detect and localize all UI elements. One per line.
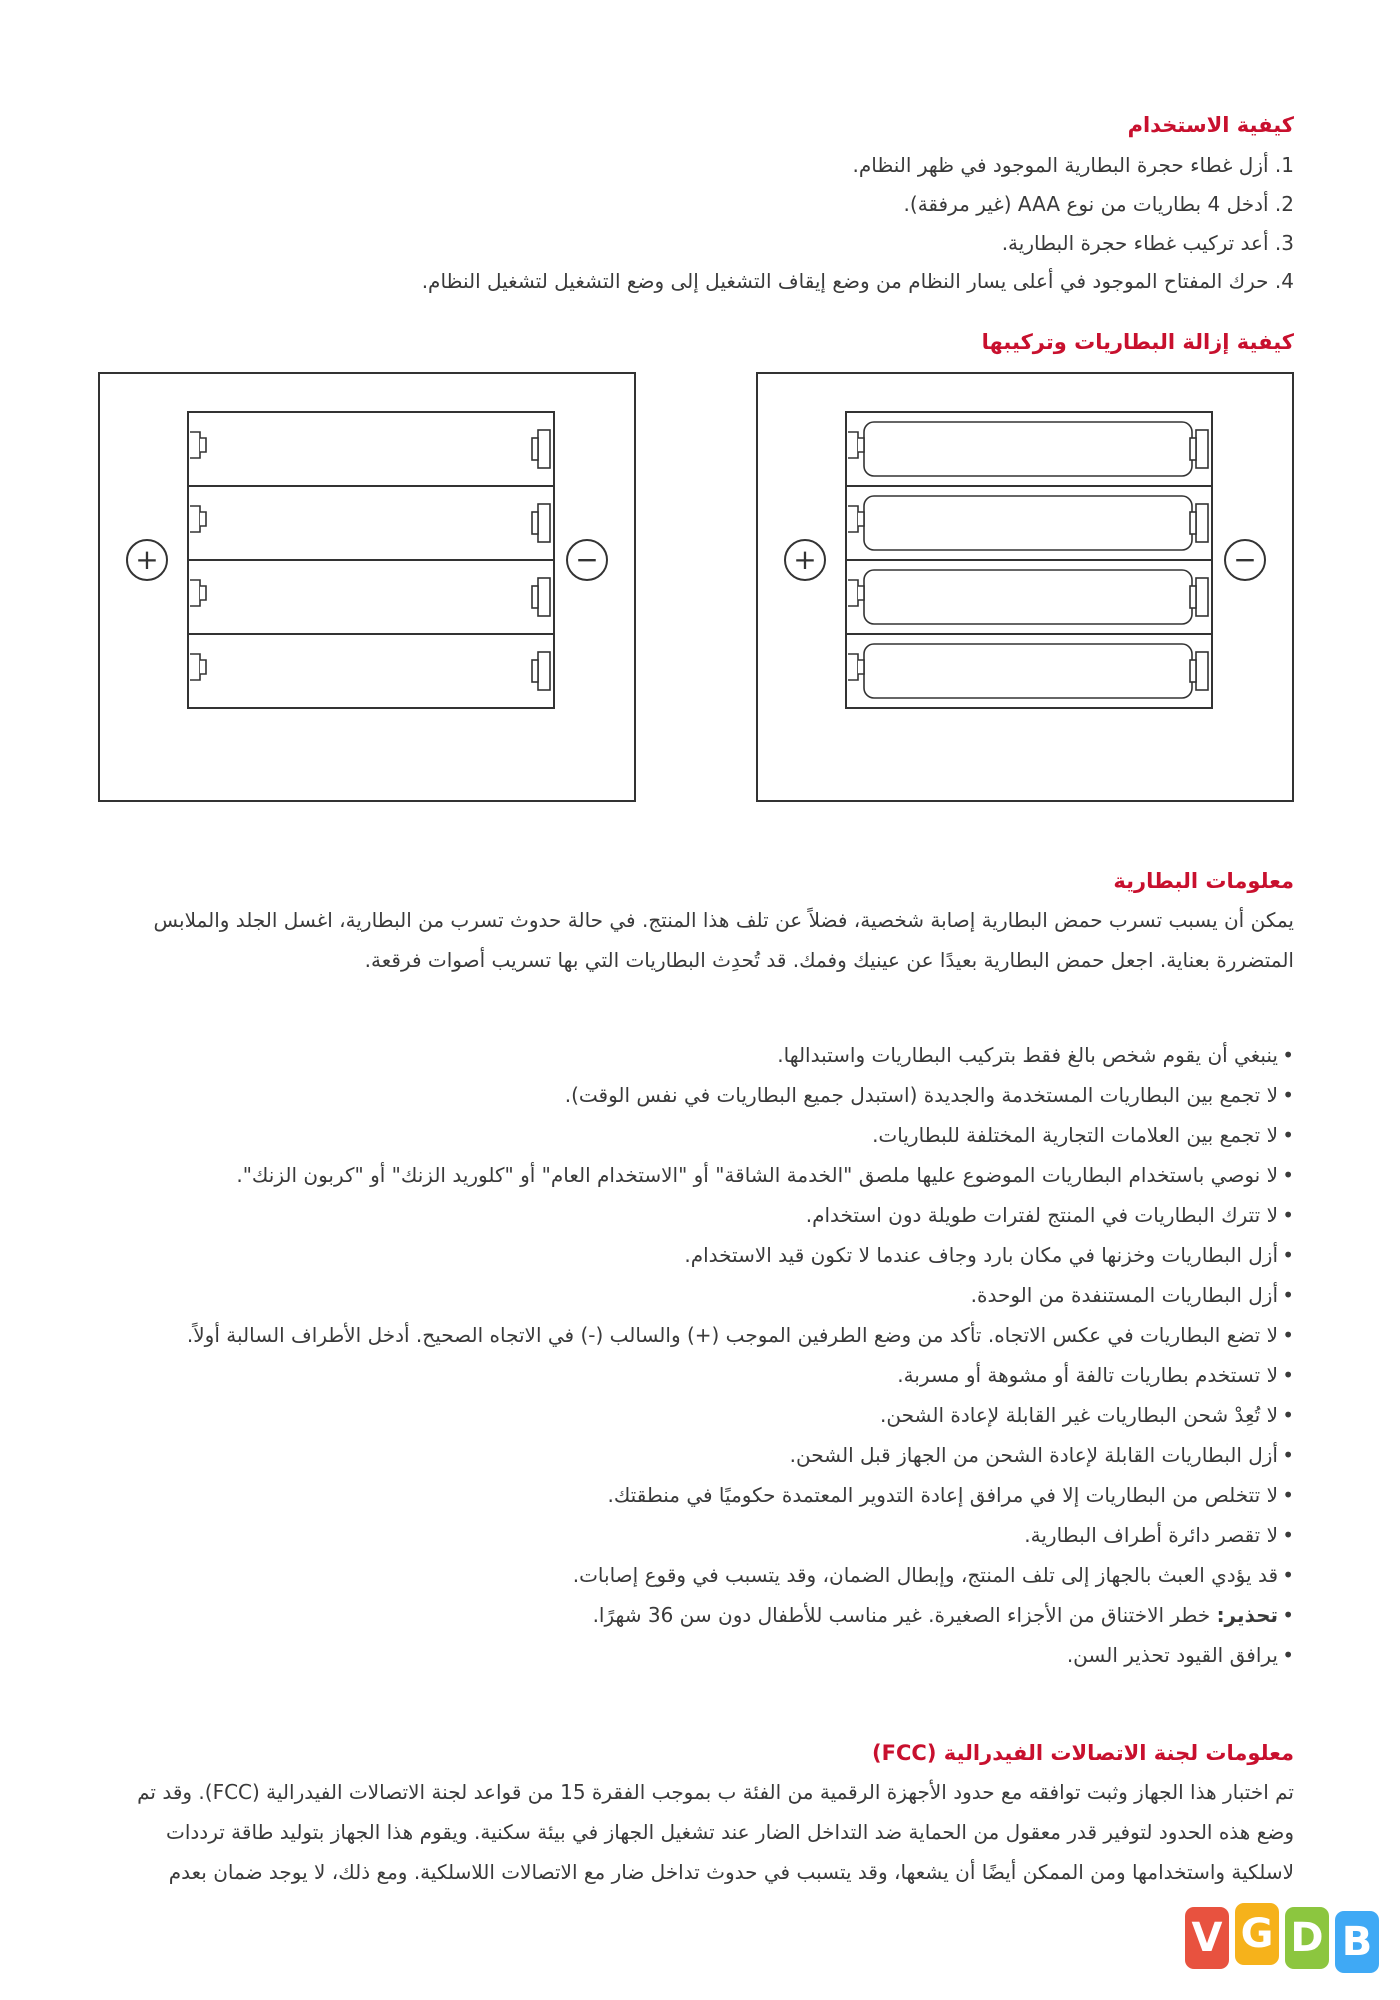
list-item: • أزل البطاريات وخزنها في مكان بارد وجاف عندما لا تكون قيد الاستخدام. xyxy=(170,1235,1294,1275)
battery-icon xyxy=(864,496,1192,550)
list-item: • لا تترك البطاريات في المنتج لفترات طويلة دون استخدام. xyxy=(170,1195,1294,1235)
left-contact-icon xyxy=(848,654,858,680)
right-contact-icon xyxy=(1196,430,1208,468)
battery-info-paragraph: يمكن أن يسبب تسرب حمض البطارية إصابة شخصية، فضلاً عن تلف هذا المنتج. في حالة حدوث تسرب من البطارية، اغسل الجلد والملابس المتضررة بعناية. اجعل حمض البطارية بعيدًا عن عينيك وفمك. قد تُحدِث البطاريات التي بها تسريب أصوات فرقعة. xyxy=(153,908,1294,972)
minus-symbol: − xyxy=(1233,543,1257,576)
vgdb-watermark-logo xyxy=(1185,1903,1385,1975)
install-heading: كيفية إزالة البطاريات وتركيبها xyxy=(981,330,1294,354)
right-contact-icon xyxy=(1196,652,1208,690)
logo-letter: B xyxy=(1335,1911,1379,1973)
usage-step-2: 2. أدخل 4 بطاريات من نوع AAA (غير مرفقة). xyxy=(903,192,1294,216)
logo-letter: G xyxy=(1235,1903,1279,1965)
left-contact-icon xyxy=(190,580,200,606)
list-item: • أزل البطاريات المستنفدة من الوحدة. xyxy=(170,1275,1294,1315)
usage-step-1: 1. أزل غطاء حجرة البطارية الموجود في ظهر النظام. xyxy=(852,153,1294,177)
right-contact-icon xyxy=(538,578,550,616)
list-item: • ينبغي أن يقوم شخص بالغ فقط بتركيب البطاريات واستبدالها. xyxy=(170,1035,1294,1075)
battery-icon xyxy=(864,570,1192,624)
usage-step-3: 3. أعد تركيب غطاء حجرة البطارية. xyxy=(1001,231,1294,255)
right-contact-icon xyxy=(1196,504,1208,542)
list-item: • لا تستخدم بطاريات تالفة أو مشوهة أو مسربة. xyxy=(170,1355,1294,1395)
installed-batteries-diagram xyxy=(756,372,1294,802)
left-contact-icon xyxy=(190,654,200,680)
warning-label: تحذير: xyxy=(1216,1603,1278,1627)
battery-precautions-list xyxy=(170,1035,1294,1675)
usage-heading: كيفية الاستخدام xyxy=(1127,113,1294,137)
warning-text: خطر الاختناق من الأجزاء الصغيرة. غير مناسب للأطفال دون سن 36 شهرًا. xyxy=(592,1603,1217,1627)
list-item: • لا تجمع بين العلامات التجارية المختلفة للبطاريات. xyxy=(170,1115,1294,1155)
battery-info-heading: معلومات البطارية xyxy=(1113,869,1294,893)
logo-letter: D xyxy=(1285,1907,1329,1969)
fcc-heading: معلومات لجنة الاتصالات الفيدرالية (FCC) xyxy=(872,1741,1294,1765)
battery-icon xyxy=(864,422,1192,476)
plus-symbol: + xyxy=(135,543,159,576)
list-item: • لا تُعِدْ شحن البطاريات غير القابلة لإعادة الشحن. xyxy=(170,1395,1294,1435)
left-contact-icon xyxy=(190,506,200,532)
right-contact-icon xyxy=(538,504,550,542)
warning-item xyxy=(170,1595,1294,1635)
list-item: • لا نوصي باستخدام البطاريات الموضوع عليها ملصق "الخدمة الشاقة" أو "الاستخدام العام" أو "كلوريد الزنك" أو "كربون الزنك". xyxy=(170,1155,1294,1195)
left-contact-icon xyxy=(848,506,858,532)
list-item: • لا تضع البطاريات في عكس الاتجاه. تأكد من وضع الطرفين الموجب (+) والسالب (-) في الاتجاه الصحيح. أدخل الأطراف السالبة أولاً. xyxy=(170,1315,1294,1355)
fcc-paragraph: تم اختبار هذا الجهاز وثبت توافقه مع حدود الأجهزة الرقمية من الفئة ب بموجب الفقرة 15 من قواعد لجنة الاتصالات الفيدرالية (FCC). وقد تم وضع هذه الحدود لتوفير قدر معقول من الحماية ضد التداخل الضار عند تشغيل الجهاز في بيئة سكنية. ويقوم هذا الجهاز بتوليد طاقة ترددات لاسلكية واستخدامها ومن الممكن أيضًا أن يشعها، وقد يتسبب في حدوث تداخل ضار مع الاتصالات اللاسلكية. ومع ذلك، لا يوجد ضمان بعدم xyxy=(137,1780,1294,1884)
usage-step-4: 4. حرك المفتاح الموجود في أعلى يسار النظام من وضع إيقاف التشغيل إلى وضع التشغيل لتشغيل النظام. xyxy=(421,269,1294,293)
list-item: • يرافق القيود تحذير السن. xyxy=(170,1635,1294,1675)
right-contact-icon xyxy=(1196,578,1208,616)
right-contact-icon xyxy=(538,652,550,690)
list-item: • أزل البطاريات القابلة لإعادة الشحن من الجهاز قبل الشحن. xyxy=(170,1435,1294,1475)
right-contact-icon xyxy=(538,430,550,468)
left-contact-icon xyxy=(848,432,858,458)
empty-compartment-diagram xyxy=(98,372,636,802)
list-item: • لا تجمع بين البطاريات المستخدمة والجديدة (استبدل جميع البطاريات في نفس الوقت). xyxy=(170,1075,1294,1115)
list-item: • لا تتخلص من البطاريات إلا في مرافق إعادة التدوير المعتمدة حكوميًا في منطقتك. xyxy=(170,1475,1294,1515)
left-contact-icon xyxy=(848,580,858,606)
battery-icon xyxy=(864,644,1192,698)
plus-symbol: + xyxy=(793,543,817,576)
list-item: • لا تقصر دائرة أطراف البطارية. xyxy=(170,1515,1294,1555)
list-item: • قد يؤدي العبث بالجهاز إلى تلف المنتج، وإبطال الضمان، وقد يتسبب في وقوع إصابات. xyxy=(170,1555,1294,1595)
left-contact-icon xyxy=(190,432,200,458)
logo-letter: V xyxy=(1185,1907,1229,1969)
minus-symbol: − xyxy=(575,543,599,576)
